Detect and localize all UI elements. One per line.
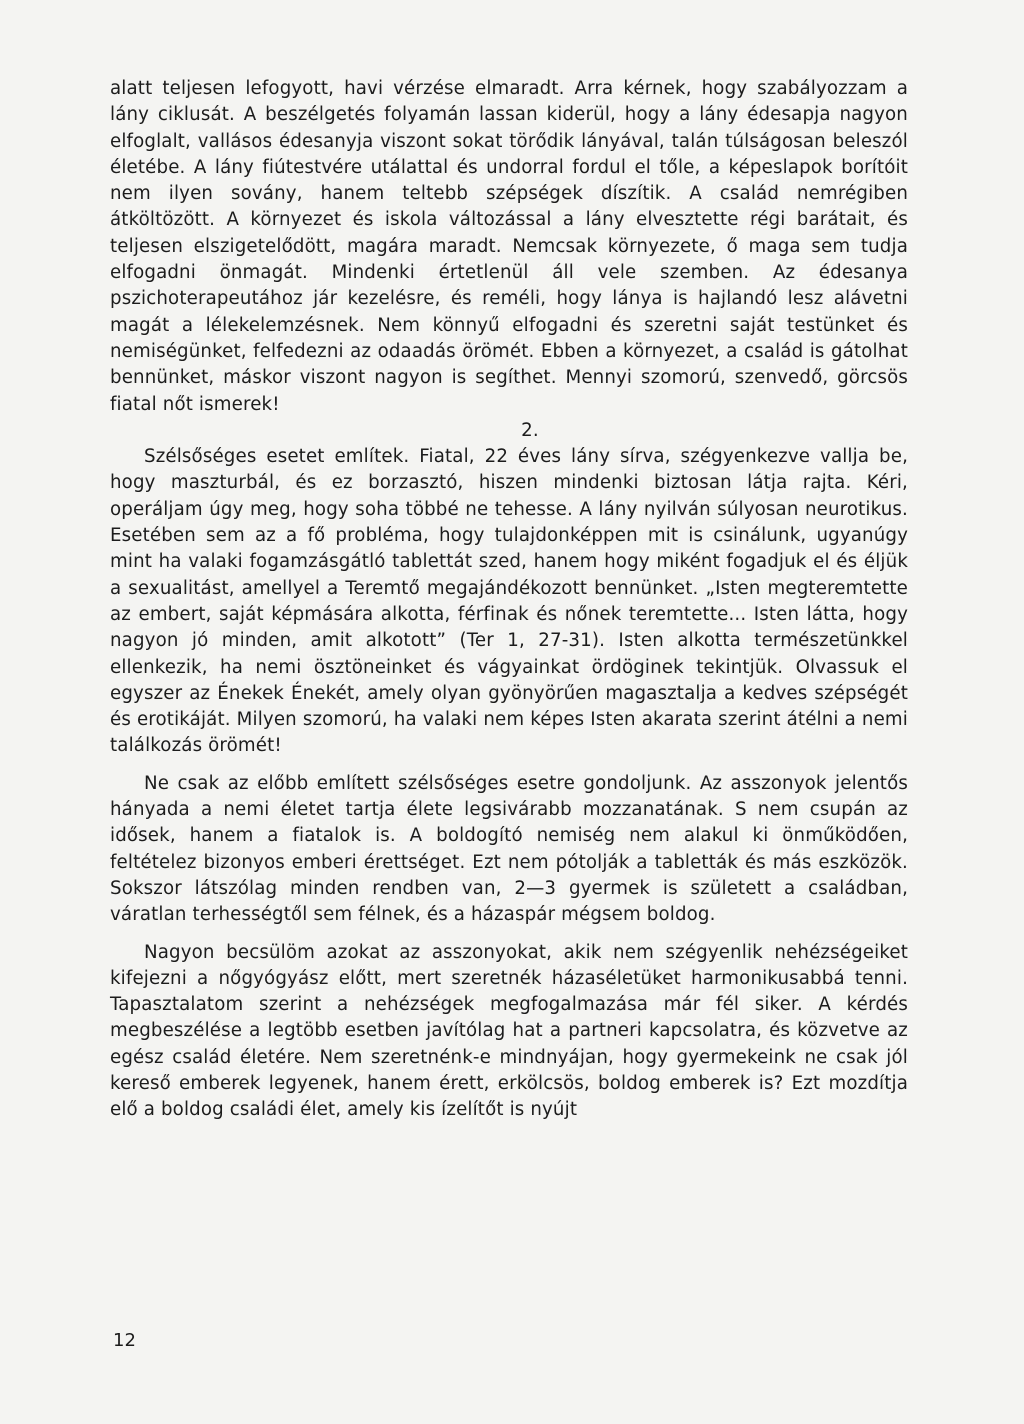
paragraph: alatt teljesen lefogyott, havi vérzése elmaradt. Arra kérnek, hogy szabályozzam a lány ciklusát. A beszélgetés folyamán lassan kiderül, hogy a lány édesapja nagyon elfoglalt, vallásos édesanyja viszont sokat törődik lányával, talán túlságosan beleszól életébe. A lány fiútestvére utálattal és undorral fordul el tőle, a képeslapok borítóit nem ilyen sovány, hanem teltebb szépségek díszítik. A család nemrégiben átköltözött. A környezet és iskola változással a lány elvesztette régi barátait, és teljesen elszigetelődött, magára maradt. Nemcsak környezete, ő maga sem tudja elfogadni önmagát. Mindenki értetlenül áll vele szemben. Az édesanya pszichoterapeutához jár kezelésre, és reméli, hogy lánya is hajlandó lesz alávetni magát a lélekelemzésnek. Nem könnyű elfogadni és szeretni saját testünket és nemiségünket, felfedezni az odaadás örömét. Ebben a környezet, a család is gátolhat bennünket, máskor viszont nagyon is segíthet. Mennyi szomorú, szenvedő, görcsös fiatal nőt ismerek!	[110, 78, 908, 415]
paragraph: Nagyon becsülöm azokat az asszonyokat, akik nem szégyenlik nehézségeiket kifejezni a nőgyógyász előtt, mert szeretnék házaséletüket harmonikusabbá tenni. Tapasztalatom szerint a nehézségek megfogalmazása már fél siker. A kérdés megbeszélése a legtöbb esetben javítólag hat a partneri kapcsolatra, és közvetve az egész család életére. Nem szeretnénk-e mindnyájan, hogy gyermekeink ne csak jól kereső emberek legyenek, hanem érett, erkölcsös, boldog emberek is? Ezt mozdítja elő a boldog családi élet, amely kis ízelítőt is nyújt	[110, 941, 908, 1121]
page-number: 12	[113, 1330, 136, 1351]
section-number: 2.	[521, 419, 539, 441]
paragraph: Ne csak az előbb említett szélsőséges esetre gondoljunk. Az asszonyok jelentős hányada a nemi életet tartja élete legsivárabb mozzanatának. S nem csupán az idősek, hanem a fiatalok is. A boldogító nemiség nem alakul ki önműködően, feltételez bizonyos emberi érettséget. Ezt nem pótolják a tabletták és más eszközök. Sokszor látszólag minden rendben van, 2—3 gyermek is született a családban, váratlan terhességtől sem félnek, és a házaspár mégsem boldog.	[110, 772, 908, 926]
page-body	[110, 76, 908, 1124]
paragraph: Szélsőséges esetet említek. Fiatal, 22 éves lány sírva, szégyenkezve vallja be, hogy maszturbál, és ez borzasztó, hiszen mindenki biztosan látja rajta. Kéri, operáljam úgy meg, hogy soha többé ne tehesse. A lány nyilván súlyosan neurotikus. Esetében sem az a fő probléma, hogy tulajdonképpen mit is csinálunk, ugyanúgy mint ha valaki fogamzásgátló tablettát szed, hanem hogy miként fogadjuk el és éljük a sexualitást, amellyel a Teremtő megajándékozott bennünket. „Isten megteremtette az embert, saját képmására alkotta, férfinak és nőnek teremtette... Isten látta, hogy nagyon jó minden, amit alkotott” (Ter 1, 27-31). Isten alkotta természetünkkel ellenkezik, ha nemi ösztöneinket és vágyainkat ördöginek tekintjük. Olvassuk el egyszer az Énekek Énekét, amely olyan gyönyörűen magasztalja a kedves szépségét és erotikáját. Milyen szomorú, ha valaki nem képes Isten akarata szerint átélni a nemi találkozás örömét!	[110, 446, 908, 757]
